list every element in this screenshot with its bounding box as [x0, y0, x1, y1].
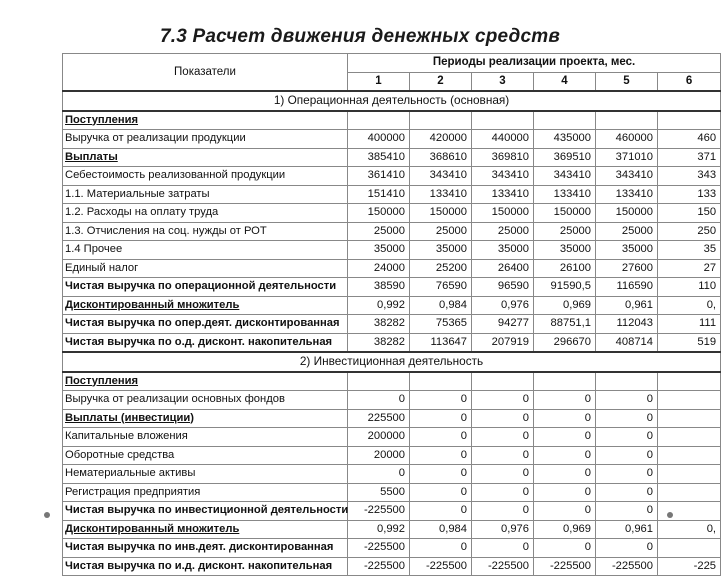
value-cell: [596, 111, 658, 130]
period-number: 6: [658, 72, 721, 91]
table-row: [63, 502, 721, 521]
value-cell: [534, 111, 596, 130]
value-cell: 38282: [348, 315, 410, 334]
table-row: [63, 372, 721, 391]
value-cell: 408714: [596, 333, 658, 352]
value-cell: 27: [658, 259, 721, 278]
value-cell: 0: [596, 465, 658, 484]
value-cell: -225500: [348, 539, 410, 558]
value-cell: 25000: [596, 222, 658, 241]
value-cell: 0,992: [348, 520, 410, 539]
value-cell: 0: [472, 502, 534, 521]
value-cell: 133: [658, 185, 721, 204]
value-cell: 150: [658, 204, 721, 223]
value-cell: 76590: [410, 278, 472, 297]
value-cell: 0,: [658, 296, 721, 315]
row-label: Капитальные вложения: [63, 428, 348, 447]
value-cell: 0: [472, 428, 534, 447]
value-cell: 0: [534, 483, 596, 502]
value-cell: 0,984: [410, 520, 472, 539]
value-cell: -225500: [348, 557, 410, 576]
value-cell: 151410: [348, 185, 410, 204]
value-cell: 420000: [410, 130, 472, 149]
row-label: Чистая выручка по инв.деят. дисконтированная: [63, 539, 348, 558]
table-row: [63, 333, 721, 352]
value-cell: 460: [658, 130, 721, 149]
value-cell: 207919: [472, 333, 534, 352]
slide-title: 7.3 Расчет движения денежных средств: [159, 26, 561, 47]
value-cell: 94277: [472, 315, 534, 334]
periods-header: Периоды реализации проекта, мес.: [348, 54, 721, 73]
value-cell: 0: [410, 428, 472, 447]
period-number: 2: [410, 72, 472, 91]
value-cell: 0,976: [472, 520, 534, 539]
value-cell: 0: [534, 502, 596, 521]
value-cell: 35: [658, 241, 721, 260]
section-title: 1) Операционная деятельность (основная): [63, 91, 721, 111]
row-label: Чистая выручка по опер.деят. дисконтированная: [63, 315, 348, 334]
value-cell: 200000: [348, 428, 410, 447]
table-row: [63, 465, 721, 484]
value-cell: 111: [658, 315, 721, 334]
value-cell: [410, 111, 472, 130]
value-cell: 110: [658, 278, 721, 297]
value-cell: 371010: [596, 148, 658, 167]
value-cell: 343410: [596, 167, 658, 186]
table-row: [63, 539, 721, 558]
row-label: Чистая выручка по о.д. дисконт. накопительная: [63, 333, 348, 352]
value-cell: 0: [472, 539, 534, 558]
value-cell: [348, 111, 410, 130]
period-number: 3: [472, 72, 534, 91]
table-row: [63, 278, 721, 297]
value-cell: [658, 409, 721, 428]
row-label: Нематериальные активы: [63, 465, 348, 484]
value-cell: 343410: [472, 167, 534, 186]
value-cell: 0: [472, 446, 534, 465]
value-cell: 0,: [658, 520, 721, 539]
value-cell: [472, 372, 534, 391]
table-row: [63, 428, 721, 447]
value-cell: 0: [534, 428, 596, 447]
value-cell: 0: [472, 409, 534, 428]
table-row: [63, 520, 721, 539]
section-header-row: [63, 91, 721, 111]
table-row: [63, 185, 721, 204]
indicators-header: Показатели: [63, 54, 348, 92]
value-cell: 150000: [472, 204, 534, 223]
value-cell: 0: [534, 539, 596, 558]
table-row: [63, 204, 721, 223]
value-cell: 26400: [472, 259, 534, 278]
value-cell: 38590: [348, 278, 410, 297]
value-cell: 24000: [348, 259, 410, 278]
value-cell: 0: [596, 446, 658, 465]
value-cell: 0: [472, 391, 534, 410]
period-number: 1: [348, 72, 410, 91]
value-cell: [658, 446, 721, 465]
value-cell: [658, 539, 721, 558]
value-cell: 519: [658, 333, 721, 352]
row-label: Чистая выручка по и.д. дисконт. накопительная: [63, 557, 348, 576]
value-cell: 0: [472, 465, 534, 484]
table-row: [63, 130, 721, 149]
value-cell: 0: [534, 465, 596, 484]
row-label: Чистая выручка по операционной деятельности: [63, 278, 348, 297]
value-cell: 116590: [596, 278, 658, 297]
row-label: Поступления: [63, 372, 348, 391]
value-cell: 369810: [472, 148, 534, 167]
table-body: [63, 91, 721, 576]
value-cell: 0: [472, 483, 534, 502]
value-cell: 75365: [410, 315, 472, 334]
value-cell: 0: [534, 446, 596, 465]
value-cell: 369510: [534, 148, 596, 167]
value-cell: 0,961: [596, 520, 658, 539]
value-cell: 250: [658, 222, 721, 241]
value-cell: 0: [534, 391, 596, 410]
period-number: 4: [534, 72, 596, 91]
value-cell: [658, 391, 721, 410]
value-cell: -225500: [410, 557, 472, 576]
value-cell: 0,976: [472, 296, 534, 315]
table-row: [63, 111, 721, 130]
value-cell: 25000: [410, 222, 472, 241]
row-label: Единый налог: [63, 259, 348, 278]
value-cell: 25000: [472, 222, 534, 241]
value-cell: 20000: [348, 446, 410, 465]
value-cell: 0: [410, 446, 472, 465]
value-cell: 5500: [348, 483, 410, 502]
value-cell: [472, 111, 534, 130]
value-cell: 0: [596, 539, 658, 558]
value-cell: 0,992: [348, 296, 410, 315]
row-label: Поступления: [63, 111, 348, 130]
value-cell: 440000: [472, 130, 534, 149]
value-cell: 133410: [534, 185, 596, 204]
value-cell: 385410: [348, 148, 410, 167]
value-cell: 38282: [348, 333, 410, 352]
row-label: 1.2. Расходы на оплату труда: [63, 204, 348, 223]
value-cell: 0,969: [534, 296, 596, 315]
value-cell: [348, 372, 410, 391]
left-bullet-dot: [44, 512, 50, 518]
value-cell: 361410: [348, 167, 410, 186]
value-cell: 0,984: [410, 296, 472, 315]
value-cell: [596, 372, 658, 391]
value-cell: 25000: [348, 222, 410, 241]
value-cell: 133410: [596, 185, 658, 204]
value-cell: 0: [348, 465, 410, 484]
value-cell: [658, 502, 721, 521]
value-cell: 133410: [410, 185, 472, 204]
table-row: [63, 409, 721, 428]
row-label: 1.4 Прочее: [63, 241, 348, 260]
value-cell: 0: [410, 409, 472, 428]
row-label: 1.1. Материальные затраты: [63, 185, 348, 204]
value-cell: -225500: [472, 557, 534, 576]
value-cell: 0: [410, 539, 472, 558]
value-cell: 435000: [534, 130, 596, 149]
value-cell: -225500: [348, 502, 410, 521]
value-cell: 0: [410, 483, 472, 502]
value-cell: 343410: [410, 167, 472, 186]
value-cell: 35000: [534, 241, 596, 260]
value-cell: 0: [348, 391, 410, 410]
value-cell: -225500: [534, 557, 596, 576]
value-cell: 343: [658, 167, 721, 186]
value-cell: 368610: [410, 148, 472, 167]
value-cell: 25200: [410, 259, 472, 278]
value-cell: [658, 465, 721, 484]
value-cell: 0,969: [534, 520, 596, 539]
value-cell: 0: [410, 502, 472, 521]
value-cell: [658, 372, 721, 391]
value-cell: 113647: [410, 333, 472, 352]
value-cell: 27600: [596, 259, 658, 278]
value-cell: 460000: [596, 130, 658, 149]
row-label: Себестоимость реализованной продукции: [63, 167, 348, 186]
row-label: Чистая выручка по инвестиционной деятельности: [63, 502, 348, 521]
value-cell: 91590,5: [534, 278, 596, 297]
value-cell: 150000: [596, 204, 658, 223]
value-cell: 96590: [472, 278, 534, 297]
value-cell: 0: [596, 428, 658, 447]
value-cell: 0,961: [596, 296, 658, 315]
value-cell: 0: [534, 409, 596, 428]
table-row: [63, 446, 721, 465]
cash-flow-table-container: [62, 53, 717, 572]
table-row: [63, 148, 721, 167]
right-bullet-dot: [667, 512, 673, 518]
row-label: Выручка от реализации основных фондов: [63, 391, 348, 410]
value-cell: 0: [410, 465, 472, 484]
value-cell: 88751,1: [534, 315, 596, 334]
value-cell: 225500: [348, 409, 410, 428]
value-cell: 133410: [472, 185, 534, 204]
table-row: [63, 391, 721, 410]
value-cell: 0: [596, 502, 658, 521]
value-cell: 35000: [596, 241, 658, 260]
value-cell: [658, 483, 721, 502]
row-label: Дисконтированный множитель: [63, 520, 348, 539]
value-cell: 0: [596, 391, 658, 410]
table-row: [63, 222, 721, 241]
value-cell: 150000: [348, 204, 410, 223]
value-cell: 35000: [348, 241, 410, 260]
cash-flow-table: [62, 53, 721, 576]
value-cell: 0: [410, 391, 472, 410]
row-label: Регистрация предприятия: [63, 483, 348, 502]
table-row: [63, 557, 721, 576]
value-cell: 343410: [534, 167, 596, 186]
value-cell: 371: [658, 148, 721, 167]
value-cell: 25000: [534, 222, 596, 241]
row-label: Выплаты: [63, 148, 348, 167]
row-label: Выручка от реализации продукции: [63, 130, 348, 149]
table-row: [63, 241, 721, 260]
value-cell: 0: [596, 409, 658, 428]
row-label: Оборотные средства: [63, 446, 348, 465]
value-cell: [658, 111, 721, 130]
value-cell: 26100: [534, 259, 596, 278]
table-row: [63, 296, 721, 315]
value-cell: -225500: [596, 557, 658, 576]
value-cell: [658, 428, 721, 447]
row-label: Выплаты (инвестиции): [63, 409, 348, 428]
period-number: 5: [596, 72, 658, 91]
section-title: 2) Инвестиционная деятельность: [63, 352, 721, 372]
value-cell: 150000: [534, 204, 596, 223]
value-cell: [410, 372, 472, 391]
table-row: [63, 483, 721, 502]
value-cell: 35000: [472, 241, 534, 260]
value-cell: 296670: [534, 333, 596, 352]
table-row: [63, 315, 721, 334]
value-cell: 112043: [596, 315, 658, 334]
row-label: Дисконтированный множитель: [63, 296, 348, 315]
value-cell: [534, 372, 596, 391]
row-label: 1.3. Отчисления на соц. нужды от РОТ: [63, 222, 348, 241]
value-cell: 0: [596, 483, 658, 502]
value-cell: 35000: [410, 241, 472, 260]
value-cell: 400000: [348, 130, 410, 149]
table-row: [63, 259, 721, 278]
section-header-row: [63, 352, 721, 372]
table-row: [63, 167, 721, 186]
value-cell: 150000: [410, 204, 472, 223]
value-cell: -225: [658, 557, 721, 576]
